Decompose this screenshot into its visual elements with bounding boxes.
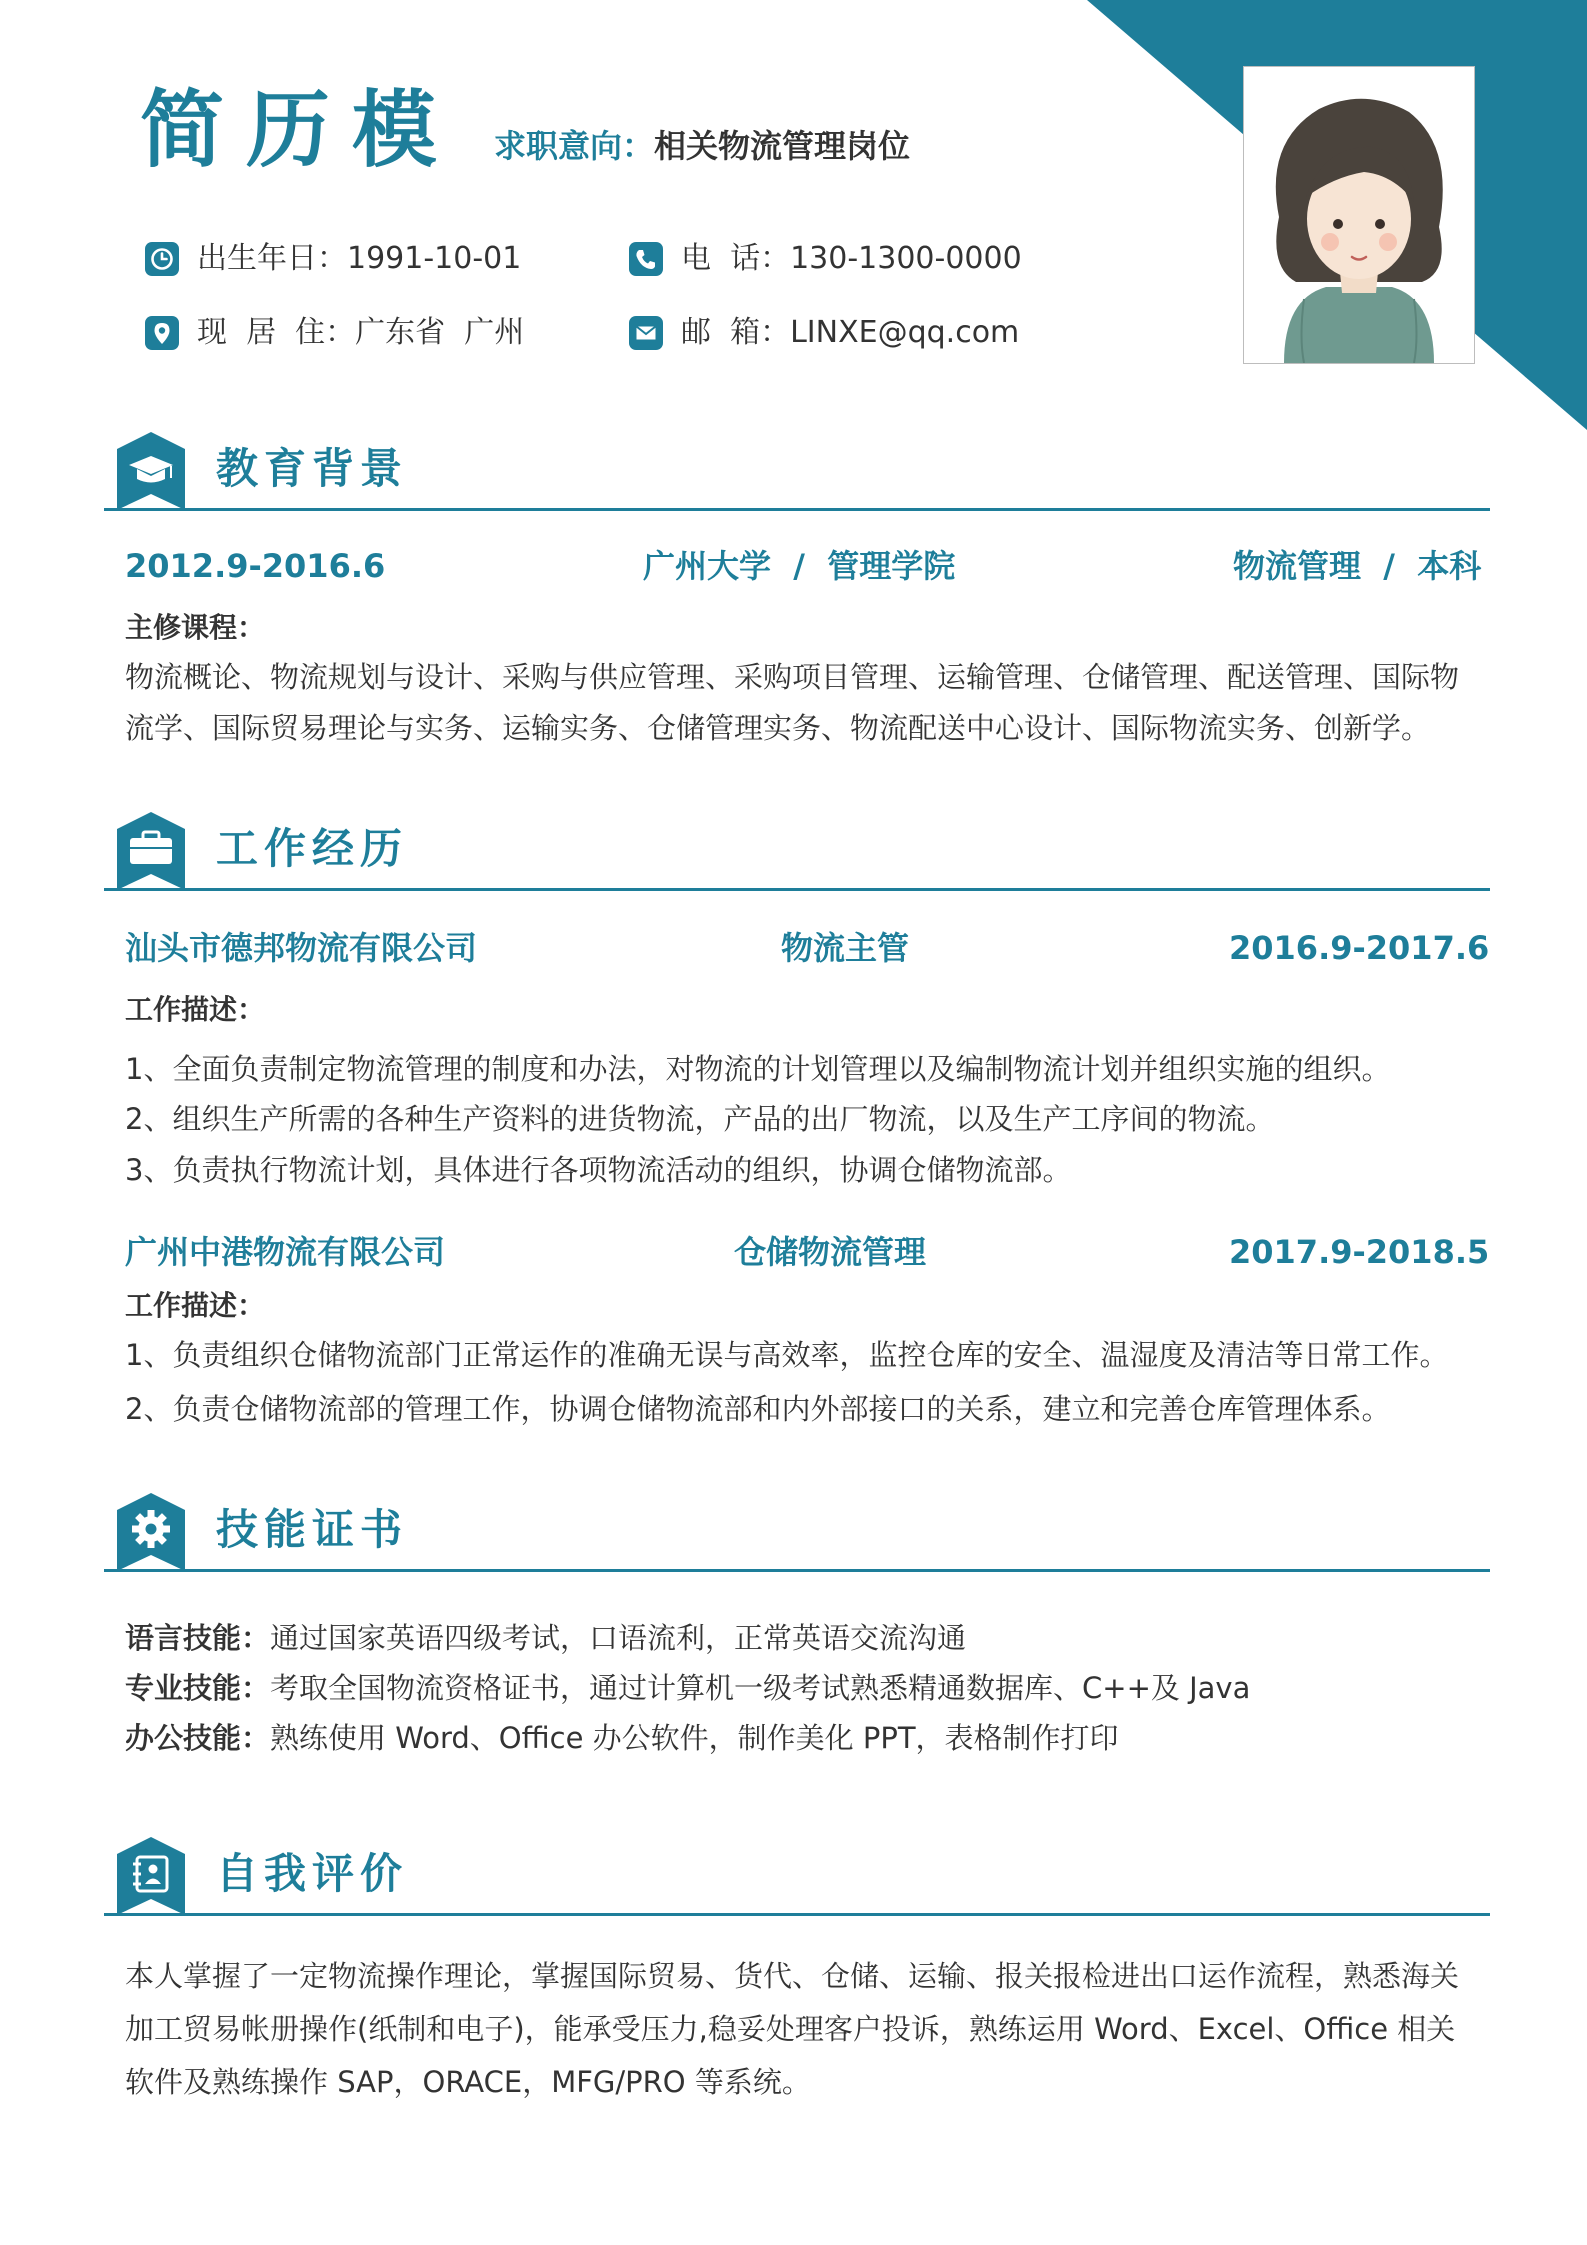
birth-text: 出生年日：1991-10-01 <box>197 241 522 276</box>
skill-language-text: 通过国家英语四级考试，口语流利，正常英语交流沟通 <box>270 1621 967 1655</box>
resume-name: 简历模 <box>140 81 459 179</box>
education-major: 物流管理 / 本科 <box>1233 547 1482 585</box>
email-text: 邮 箱：LINXE@qq.com <box>681 315 1020 350</box>
work-title: 工作经历 <box>216 824 409 873</box>
job-1-item-2: 2、组织生产所需的各种生产资料的进货物流，产品的出厂物流，以及生产工序间的物流。 <box>125 1102 1275 1136</box>
skill-professional <box>125 1671 1251 1705</box>
job-2-period: 2017.9-2018.5 <box>1229 1233 1490 1271</box>
job-1-position: 物流主管 <box>781 929 910 967</box>
address-text: 现 居 住：广东省 广州 <box>197 315 525 350</box>
self-eval-divider <box>104 1913 1490 1916</box>
birth-info <box>145 242 521 276</box>
phone-info <box>629 242 1022 276</box>
clock-icon <box>145 242 179 276</box>
job-intent-label: 求职意向： <box>494 127 655 165</box>
skill-office-text: 熟练使用 Word、Office 办公软件，制作美化 PPT，表格制作打印 <box>270 1721 1119 1755</box>
job-1-item-1: 1、全面负责制定物流管理的制度和办法，对物流的计划管理以及编制物流计划并组织实施的组织。 <box>125 1052 1391 1086</box>
job-intent-value: 相关物流管理岗位 <box>654 127 911 165</box>
education-title: 教育背景 <box>216 444 409 493</box>
skill-professional-label: 专业技能： <box>125 1671 271 1705</box>
skills-title: 技能证书 <box>216 1505 409 1554</box>
education-school: 广州大学 / 管理学院 <box>643 547 956 585</box>
skill-professional-text: 考取全国物流资格证书，通过计算机一级考试熟悉精通数据库、C++及 Java <box>270 1671 1251 1705</box>
courses-label: 主修课程： <box>125 611 266 644</box>
education-divider <box>104 508 1490 511</box>
profile-photo <box>1243 66 1475 364</box>
skill-office <box>125 1721 1119 1755</box>
mail-icon <box>629 316 663 350</box>
job-2-item-2: 2、负责仓储物流部的管理工作，协调仓储物流部和内外部接口的关系，建立和完善仓库管理体系。 <box>125 1392 1391 1426</box>
graduation-cap-icon <box>117 432 185 510</box>
self-eval-text: 本人掌握了一定物流操作理论，掌握国际贸易、货代、仓储、运输、报关报检进出口运作流程，熟悉海关加工贸易帐册操作(纸制和电子)，能承受压力,稳妥处理客户投诉，熟练运用 Word、Excel、Office 相关软件及熟练操作 SAP，ORACE，MFG/PRO 等系统。 <box>125 1959 1460 2099</box>
job-1-period: 2016.9-2017.6 <box>1229 929 1490 967</box>
job-2-company: 广州中港物流有限公司 <box>125 1233 446 1271</box>
self-eval-title: 自我评价 <box>216 1849 409 1898</box>
job-2-desc-label: 工作描述： <box>125 1289 266 1322</box>
education-period: 2012.9-2016.6 <box>125 547 386 585</box>
job-1-desc-label: 工作描述： <box>125 993 266 1026</box>
courses-text: 物流概论、物流规划与设计、采购与供应管理、采购项目管理、运输管理、仓储管理、配送管理、国际物流学、国际贸易理论与实务、运输实务、仓储管理实务、物流配送中心设计、国际物流实务、创新学。 <box>125 660 1460 745</box>
notebook-icon <box>117 1837 185 1915</box>
skills-divider <box>104 1569 1490 1572</box>
gear-icon <box>117 1493 185 1571</box>
work-divider <box>104 888 1490 891</box>
address-info <box>145 316 524 350</box>
email-info <box>629 316 1019 350</box>
location-pin-icon <box>145 316 179 350</box>
skill-language <box>125 1621 967 1655</box>
skill-office-label: 办公技能： <box>125 1721 271 1755</box>
phone-icon <box>629 242 663 276</box>
phone-text: 电 话：130-1300-0000 <box>681 241 1022 276</box>
briefcase-icon <box>117 812 185 890</box>
job-2-item-1: 1、负责组织仓储物流部门正常运作的准确无误与高效率，监控仓库的安全、温湿度及清洁等日常工作。 <box>125 1338 1449 1372</box>
skill-language-label: 语言技能： <box>125 1621 271 1655</box>
job-2-position: 仓储物流管理 <box>734 1233 927 1271</box>
job-1-company: 汕头市德邦物流有限公司 <box>125 929 478 967</box>
job-intent <box>494 127 911 165</box>
job-1-item-3: 3、负责执行物流计划，具体进行各项物流活动的组织，协调仓储物流部。 <box>125 1153 1072 1187</box>
